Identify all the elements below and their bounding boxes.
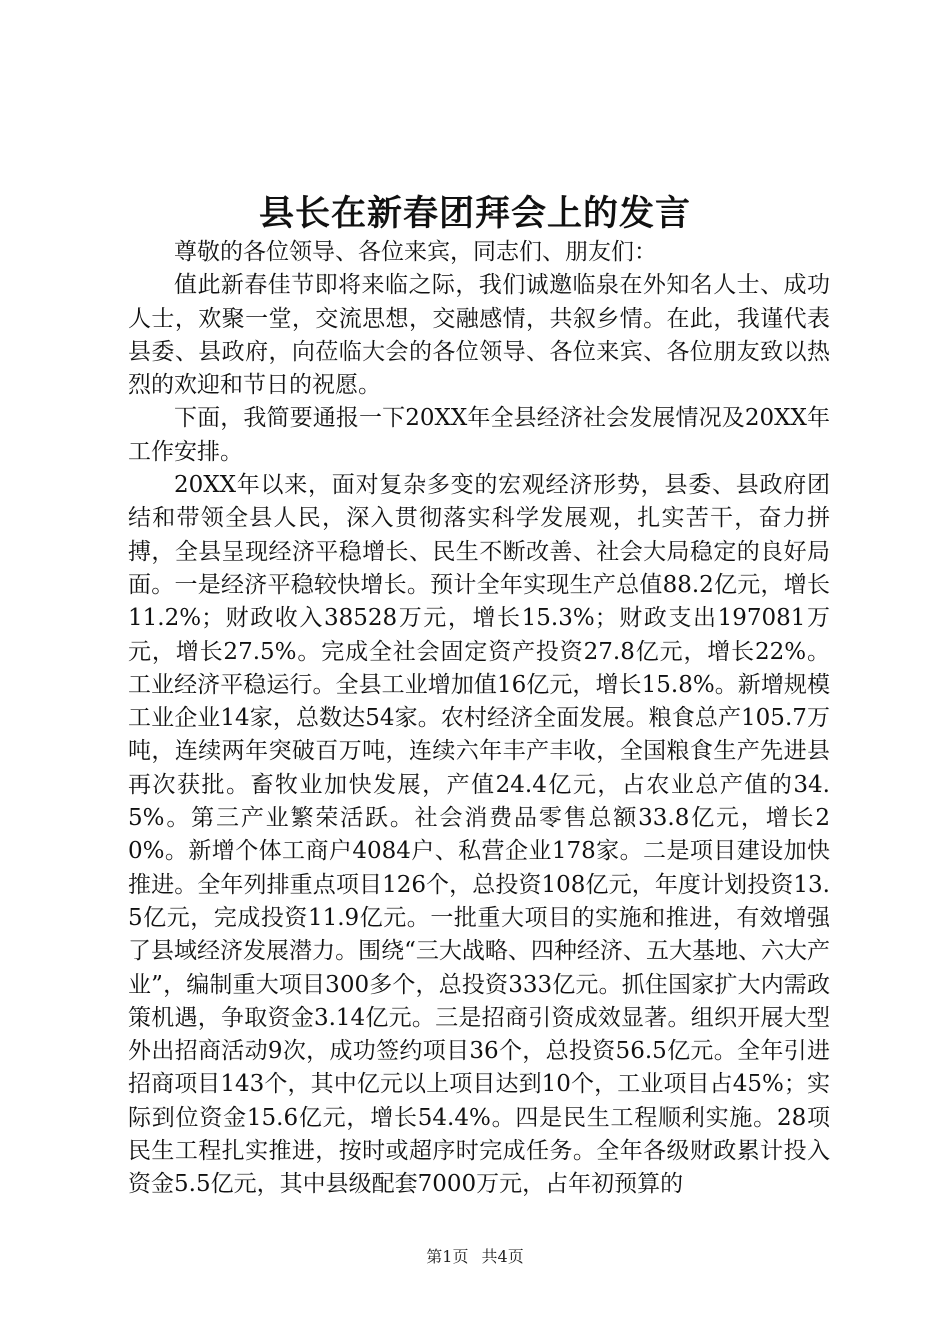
page-total: 共4页 <box>481 1247 524 1266</box>
paragraph-review: 20XX年以来，面对复杂多变的宏观经济形势，县委、县政府团结和带领全县人民，深入贯彻落实科学发展观，扎实苦干，奋力拼搏，全县呈现经济平稳增长、民生不断改善、社会大局稳定的良好局面。一是经济平稳较快增长。预计全年实现生产总值88.2亿元，增长11.2%；财政收入38528万元，增长15.3%；财政支出197081万元，增长27.5%。完成全社会固定资产投资27.8亿元，增长22%。工业经济平稳运行。全县工业增加值16亿元，增长15.8%。新增规模工业企业14家，总数达54家。农村经济全面发展。粮食总产105.7万吨，连续两年突破百万吨，连续六年丰产丰收，全国粮食生产先进县再次获批。畜牧业加快发展，产值24.4亿元，占农业总产值的34.5%。第三产业繁荣活跃。社会消费品零售总额33.8亿元，增长20%。新增个体工商户4084户、私营企业178家。二是项目建设加快推进。全年列排重点项目126个，总投资108亿元，年度计划投资13.5亿元，完成投资11.9亿元。一批重大项目的实施和推进，有效增强了县域经济发展潜力。围绕“三大战略、四种经济、五大基地、六大产业”，编制重大项目300多个，总投资333亿元。抓住国家扩大内需政策机遇，争取资金3.14亿元。三是招商引资成效显著。组织开展大型外出招商活动9次，成功签约项目36个，总投资56.5亿元。全年引进招商项目143个，其中亿元以上项目达到10个，工业项目占45%；实际到位资金15.6亿元，增长54.4%。四是民生工程顺利实施。28项民生工程扎实推进，按时或超序时完成任务。全年各级财政累计投入资金5.5亿元，其中县级配套7000万元，占年初预算的 <box>128 472 830 1198</box>
document-title: 县长在新春团拜会上的发言 <box>258 193 691 234</box>
paragraph-welcome: 值此新春佳节即将来临之际，我们诚邀临泉在外知名人士、成功人士，欢聚一堂，交流思想，交融感情，共叙乡情。在此，我谨代表县委、县政府，向莅临大会的各位领导、各位来宾、各位朋友致以热烈的欢迎和节日的祝愿。 <box>128 272 830 399</box>
page-footer <box>0 1244 950 1267</box>
paragraph-salutation: 尊敬的各位领导、各位来宾，同志们、朋友们： <box>174 239 657 265</box>
paragraph-intro: 下面，我简要通报一下20XX年全县经济社会发展情况及20XX年工作安排。 <box>128 405 830 465</box>
page-number: 第1页 <box>426 1247 469 1266</box>
document-body <box>128 236 830 1202</box>
